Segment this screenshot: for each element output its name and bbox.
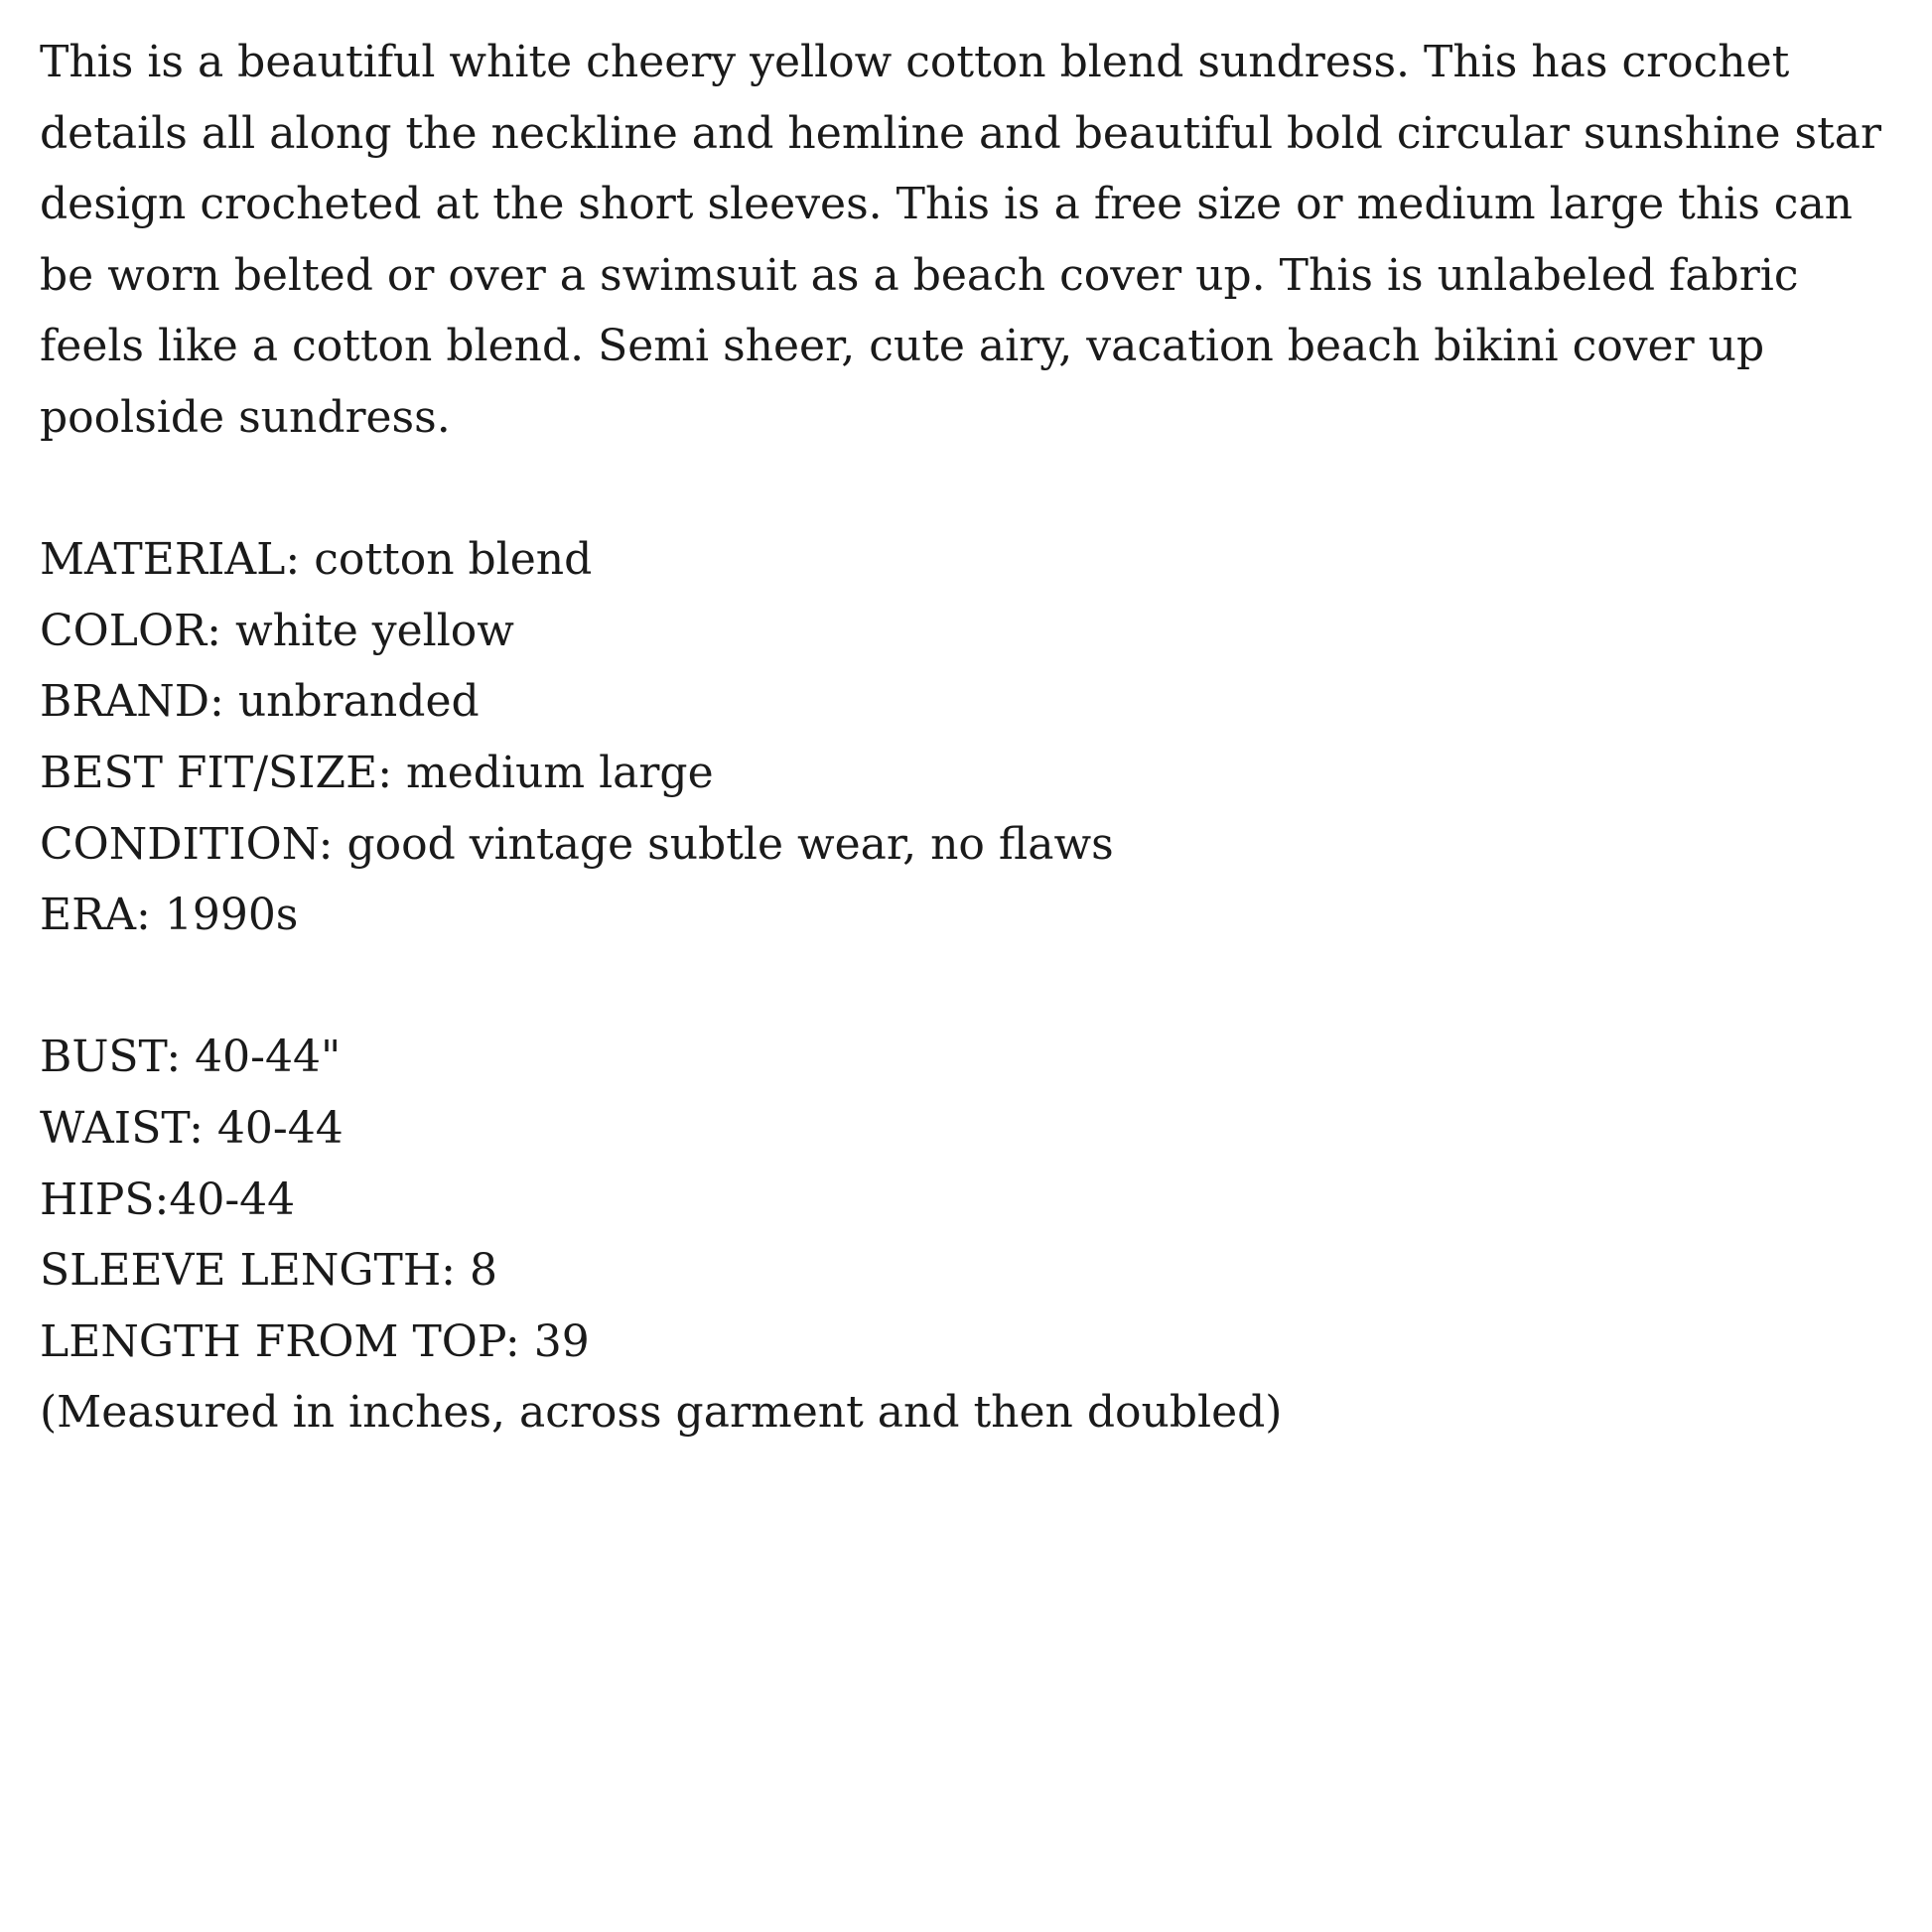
- era-line: ERA: 1990s: [40, 890, 299, 941]
- bust-line: BUST: 40-44": [40, 1032, 342, 1083]
- section-gap: [40, 454, 1906, 525]
- waist-line: WAIST: 40-44: [40, 1102, 344, 1154]
- listing-description: [40, 27, 1906, 1449]
- fit-size-line: BEST FIT/SIZE: medium large: [40, 747, 714, 798]
- material-line: MATERIAL: cotton blend: [40, 534, 593, 586]
- description-paragraph: This is a beautiful white cheery yellow cotton blend sundress. This has crochet details all along the neckline and hemline and beautiful bold circular sunshine star design crocheted at the short sleeves. This is a free size or medium large this can be worn belted or over a swimsuit as a beach cover up. This is unlabeled fabric feels like a cotton blend. Semi sheer, cute airy, vacation beach bikini cover up poolside sundress.: [40, 37, 1882, 443]
- measurement-note: (Measured in inches, across garment and then doubled): [40, 1387, 1283, 1439]
- sleeve-length-line: SLEEVE LENGTH: 8: [40, 1245, 497, 1297]
- length-from-top-line: LENGTH FROM TOP: 39: [40, 1315, 590, 1367]
- section-gap: [40, 951, 1906, 1023]
- brand-line: BRAND: unbranded: [40, 676, 480, 728]
- condition-line: CONDITION: good vintage subtle wear, no flaws: [40, 818, 1114, 870]
- color-line: COLOR: white yellow: [40, 605, 514, 656]
- details-list: [40, 524, 1906, 951]
- measurements-list: [40, 1022, 1906, 1449]
- hips-line: HIPS:40-44: [40, 1173, 296, 1225]
